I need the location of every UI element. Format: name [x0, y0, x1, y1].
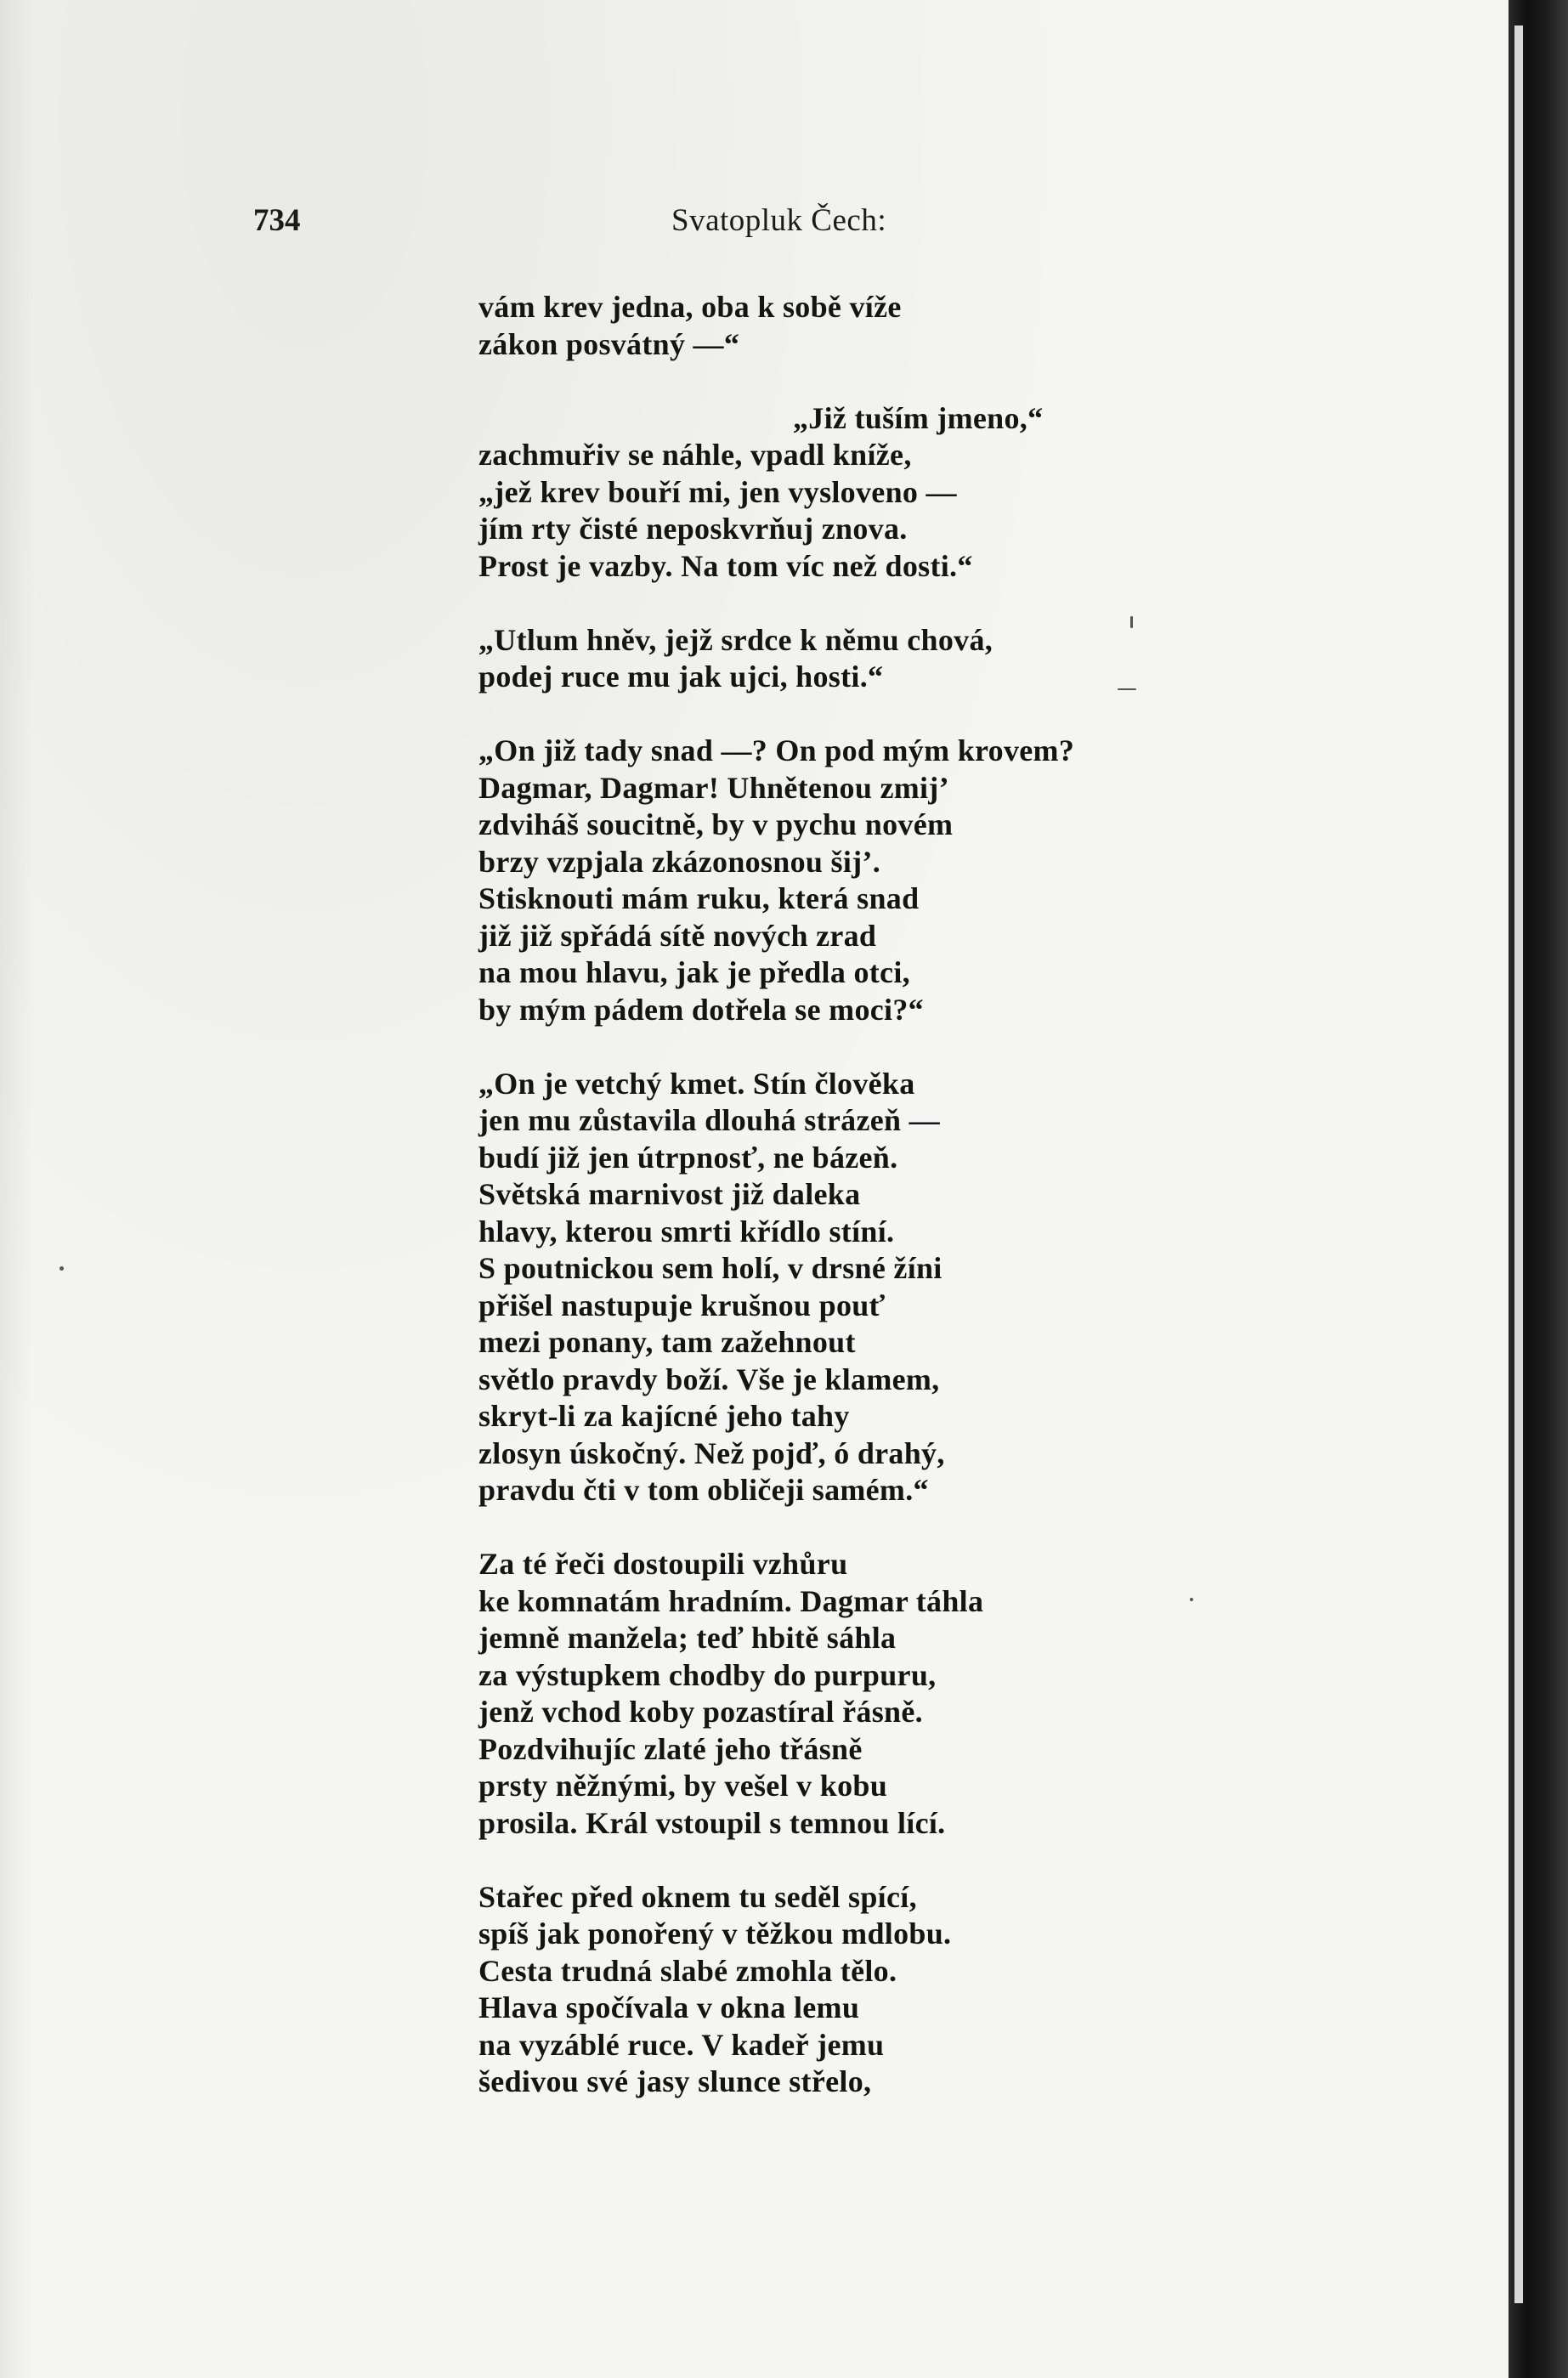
poem-line: „Již tuším jmeno,“: [793, 400, 1044, 435]
poem-line: Cesta trudná slabé zmohla tělo.: [478, 1953, 897, 1988]
poem-line: by mým pádem dotřela se moci?“: [478, 992, 924, 1027]
poem-line: přišel nastupuje krušnou pouť: [478, 1288, 886, 1322]
poem-line: již již spřádá sítě nových zrad: [478, 918, 877, 953]
page-header: [0, 202, 1521, 245]
poem-line: budí již jen útrpnosť, ne bázeň.: [478, 1140, 898, 1175]
poem-line: hlavy, kterou smrti křídlo stíní.: [478, 1214, 895, 1248]
poem-line: Dagmar, Dagmar! Uhnětenou zmij’: [478, 770, 949, 805]
poem-line: brzy vzpjala zkázonosnou šij’.: [478, 844, 881, 879]
next-page-edge: [1514, 25, 1523, 2303]
poem-line: mezi ponany, tam zažehnout: [478, 1325, 856, 1359]
poem-line: prosila. Král vstoupil s temnou lící.: [478, 1805, 946, 1840]
stanza-gap: [478, 585, 1074, 622]
poem-line: spíš jak ponořený v těžkou mdlobu.: [478, 1917, 952, 1951]
poem-line: Pozdvihujíc zlaté jeho třásně: [478, 1731, 863, 1766]
paper-speck: [1130, 616, 1133, 628]
poem-line: Za té řeči dostoupili vzhůru: [478, 1547, 848, 1581]
poem-line: Stisknouti mám ruku, která snad: [478, 881, 920, 915]
poem-line: skryt-li za kajícné jeho tahy: [478, 1399, 850, 1433]
poem-line: jím rty čisté neposkvrňuj znova.: [478, 512, 908, 546]
poem-line: „jež krev bouří mi, jen vysloveno —: [478, 474, 957, 509]
poem-line: za výstupkem chodby do purpuru,: [478, 1657, 937, 1692]
poem-line: Světská marnivost již daleka: [478, 1177, 861, 1211]
poem-line: prsty něžnými, by vešel v kobu: [478, 1769, 888, 1803]
poem-line: zlosyn úskočný. Než pojď, ó drahý,: [478, 1435, 945, 1470]
poem-line: „On již tady snad —? On pod mým krovem?: [478, 733, 1075, 767]
poem-line: zachmuřiv se náhle, vpadl kníže,: [478, 438, 912, 472]
poem-line: šedivou své jasy slunce střelo,: [478, 2064, 872, 2098]
stanza-gap: [478, 1509, 1074, 1547]
poem-line: zákon posvátný —“: [478, 326, 740, 361]
poem-line: Prost je vazby. Na tom víc než dosti.“: [478, 548, 973, 583]
poem-line: pravdu čti v tom obličeji samém.“: [478, 1473, 929, 1507]
poem-line: „Utlum hněv, jejž srdce k němu chová,: [478, 622, 993, 657]
paper-speck: [59, 1266, 64, 1271]
paper-speck: [1190, 1598, 1193, 1601]
poem-line: podej ruce mu jak ujci, hosti.“: [478, 660, 884, 694]
poem-line: „On je vetchý kmet. Stín člověka: [478, 1066, 915, 1101]
stanza-gap: [478, 1842, 1074, 1879]
poem-line: jemně manžela; teď hbitě sáhla: [478, 1621, 897, 1655]
poem-line: světlo pravdy boží. Vše je klamem,: [478, 1362, 940, 1396]
poem-line: S poutnickou sem holí, v drsné žíni: [478, 1251, 942, 1285]
poem-line: zdviháš soucitně, by v pychu novém: [478, 807, 954, 841]
poem-line: ke komnatám hradním. Dagmar táhla: [478, 1583, 984, 1618]
poem-line: na mou hlavu, jak je předla otci,: [478, 955, 910, 989]
page-number: 734: [253, 203, 301, 238]
poem-line: Stařec před oknem tu seděl spící,: [478, 1879, 917, 1914]
running-head: Svatopluk Čech:: [671, 203, 887, 238]
poem-line: jen mu zůstavila dlouhá strázeň —: [478, 1103, 940, 1137]
poem-line: na vyzáblé ruce. V kadeř jemu: [478, 2027, 885, 2062]
stanza-gap: [478, 696, 1074, 733]
poem-line: vám krev jedna, oba k sobě víže: [478, 290, 902, 324]
poem-line: Hlava spočívala v okna lemu: [478, 1990, 860, 2024]
stanza-gap: [478, 363, 1074, 400]
stanza-gap: [478, 1028, 1074, 1066]
poem-text: [478, 289, 1074, 2101]
paper-speck: [1118, 688, 1136, 690]
poem-line: jenž vchod koby pozastíral řásně.: [478, 1695, 923, 1729]
